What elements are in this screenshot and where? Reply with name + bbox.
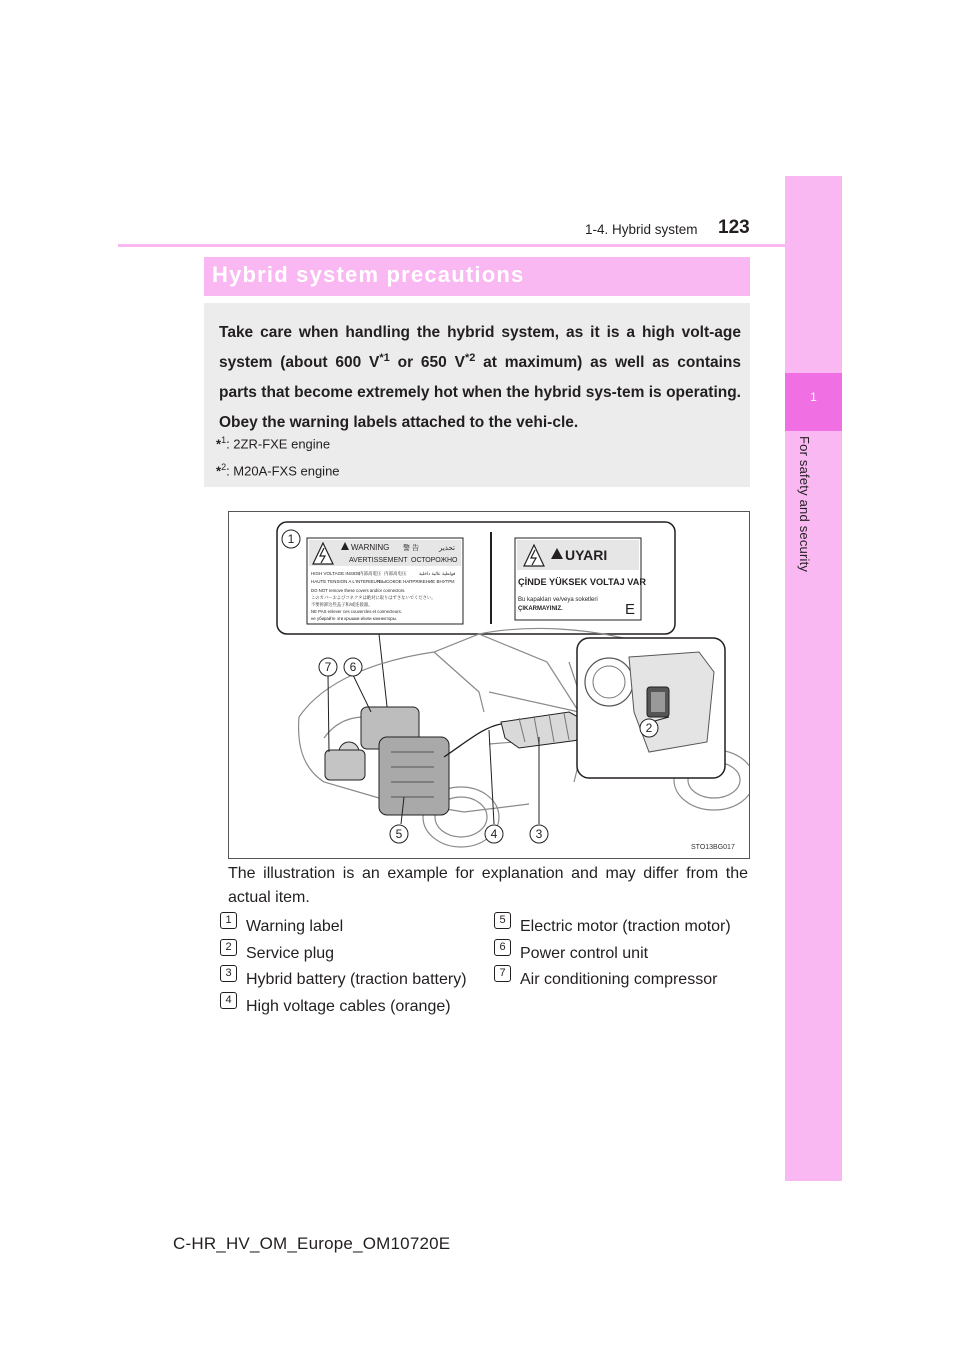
label-text: このカバーおよびコネクタは絶対に取りはずさないでください。 (311, 595, 436, 600)
legend-text: Electric motor (traction motor) (520, 918, 731, 935)
legend-number: 4 (220, 992, 237, 1009)
legend-text: Air conditioning compressor (520, 971, 718, 988)
service-plug-inset (577, 638, 725, 778)
side-tab-number: 1 (810, 390, 817, 404)
legend-number: 5 (494, 912, 511, 929)
label-text: HIGH VOLTAGE INSIDE (311, 571, 361, 576)
svg-text:7: 7 (324, 660, 332, 674)
intro-part3: at maximum) as well as contains parts that become extremely hot when the hybrid sys-tem is operating. Obey the warning labels attached to the vehi-cle. (219, 354, 741, 431)
legend-text: Hybrid battery (traction battery) (246, 971, 467, 988)
svg-text:4: 4 (490, 827, 498, 841)
svg-text:5: 5 (395, 827, 403, 841)
legend-item (494, 966, 718, 989)
label-text: 不要拆卸这些盖子和/或连接器。 (311, 602, 373, 607)
intro-sup2: *2 (464, 351, 476, 364)
label-text: ÇİNDE YÜKSEK VOLTAJ VAR (518, 577, 646, 587)
label-text: не убирайте эти крышки и/или коннекторы. (311, 616, 398, 621)
label-text: 内部高电压 (384, 571, 407, 576)
footer-document-code: C-HR_HV_OM_Europe_OM10720E (173, 1234, 451, 1253)
label-text: ОСТОРОЖНО (411, 557, 458, 564)
figure-caption: The illustration is an example for explanation and may differ from the actual item. (228, 865, 748, 906)
footnote-2 (216, 462, 340, 478)
intro-sup1: *1 (379, 351, 390, 364)
header-divider (118, 244, 785, 247)
powertrain-components (325, 707, 449, 815)
warning-label-left (307, 538, 463, 624)
footnote-mark: * (216, 436, 222, 452)
svg-text:2: 2 (645, 721, 653, 735)
legend-number: 7 (494, 965, 511, 982)
footnote-mark: * (216, 463, 222, 479)
callout-4 (485, 730, 503, 843)
legend-item (494, 913, 731, 936)
callout-7 (319, 658, 337, 752)
legend-text: Warning label (246, 918, 344, 935)
hv-cable (444, 724, 501, 757)
illustration-svg (229, 512, 749, 858)
callout-6 (344, 658, 371, 712)
label-text: فولطية عالية داخلية (419, 571, 456, 576)
legend-item (220, 940, 335, 963)
label-text: ÇIKARMAYINIZ. (518, 606, 563, 612)
footnote-1 (216, 435, 330, 451)
label-text: HAUTE TENSION A L'INTERIEUR (311, 579, 381, 584)
footnote-text: : 2ZR-FXE engine (226, 436, 331, 452)
legend-text: High voltage cables (orange) (246, 998, 451, 1015)
page-number: 123 (718, 217, 750, 238)
legend-item (220, 993, 451, 1016)
label-text: 警 告 (403, 545, 419, 552)
svg-text:1: 1 (287, 532, 295, 546)
legend-number: 3 (220, 965, 237, 982)
legend-text: Power control unit (520, 945, 649, 962)
svg-text:3: 3 (535, 827, 543, 841)
legend-number: 1 (220, 912, 237, 929)
legend-number: 6 (494, 939, 511, 956)
figure-code: STO13BG017 (691, 844, 735, 851)
label-text: تحذير (439, 545, 455, 552)
label-text: DO NOT remove these covers and/or connectors. (311, 588, 406, 593)
callout-1 (282, 530, 300, 548)
legend-number: 2 (220, 939, 237, 956)
svg-text:6: 6 (349, 660, 357, 674)
warning-label-right (515, 538, 646, 620)
legend-item (220, 966, 467, 989)
side-tab-label: For safety and security (797, 436, 812, 573)
legend-text: Service plug (246, 945, 335, 962)
label-text: WARNING (351, 543, 390, 552)
page-title: Hybrid system precautions (212, 262, 525, 287)
footnote-sup: 2 (221, 462, 227, 472)
label-text: NE PAS enlever ces couvercles et connecteurs. (311, 609, 402, 614)
intro-paragraph (219, 318, 741, 438)
callout-3 (530, 737, 548, 843)
footnote-text: : M20A-FXS engine (226, 463, 340, 479)
side-tab-strip (785, 176, 842, 1181)
label-text: UYARI (565, 547, 608, 563)
hybrid-system-illustration (228, 511, 750, 859)
label-text: 内部高電圧 (359, 571, 382, 576)
label-text: ВЫСОКОЕ НАПРЯЖЕНИЕ ВНУТРИ (379, 579, 455, 584)
header-section-title: 1-4. Hybrid system (585, 222, 698, 237)
legend-item (494, 940, 649, 963)
footnote-sup: 1 (221, 435, 227, 445)
label-text: AVERTISSEMENT (349, 557, 408, 564)
legend-item (220, 913, 344, 936)
intro-part1: Take care when handling the hybrid system, as it is a high volt-age system (about 600 V (219, 324, 741, 371)
label-text: Bu kapakları ve/veya soketleri (518, 597, 598, 603)
label-text: E (625, 601, 636, 618)
intro-part2: or 650 V (389, 354, 465, 371)
